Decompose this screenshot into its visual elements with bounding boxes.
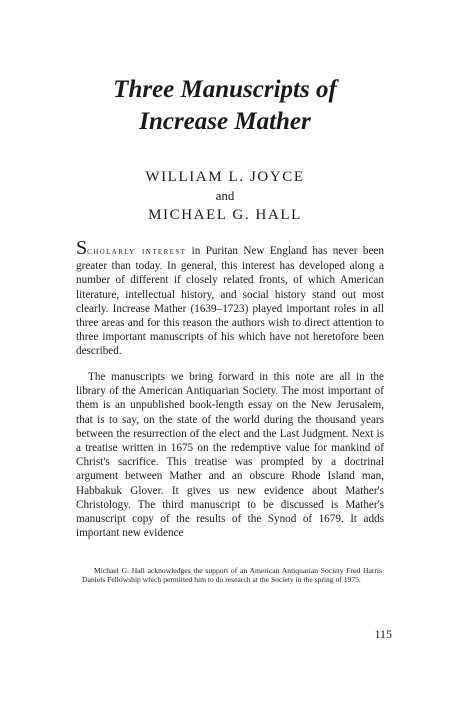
drop-letter: S xyxy=(76,237,88,259)
footnote: Michael G. Hall acknowledges the support of an American Antiquarian Society Fred Harris Daniels Fellowship which permitted him to do research at the Society in the spring of 1975. xyxy=(82,566,382,585)
page-number: 115 xyxy=(374,627,392,641)
article-title-line-1: Three Manuscripts of xyxy=(113,76,337,103)
body-paragraph-1 xyxy=(76,237,384,359)
author-1: WILLIAM L. JOYCE xyxy=(145,169,305,185)
article-title-line-2: Increase Mather xyxy=(139,108,311,135)
author-conjunction: and xyxy=(215,188,235,203)
paragraph-1-text: in Puritan New England has never been greater than today. In general, this interest has developed along a number of different if closely related fronts, of which American literature, intellectual history, and social history stand out most clearly. Increase Mather (1639–1723) played important roles in all three areas and for this reason the authors wish to direct attention to three important manuscripts of his which have not heretofore been described. xyxy=(76,245,384,358)
author-2: MICHAEL G. HALL xyxy=(148,207,302,223)
paragraph-2-text: The manuscripts we bring forward in this note are all in the library of the American Antiquarian Society. The most important of them is an unpublished book-length essay on the New Jerusalem, that is to say, on the state of the world during the thousand years between the resurrection of the elect and the Last Judgment. Next is a treatise written in 1675 on the redemptive value for mankind of Christ's sacrifice. This treatise was prompted by a doctrinal argument between Mather and an obscure Rhode Island man, Habbakuk Glover. It gives us new evidence about Mather's Christology. The third manuscript to be discussed is Mather's manuscript copy of the results of the Synod of 1679. It adds important new evidence xyxy=(76,371,384,540)
lead-in-small-caps: cholarly interest xyxy=(87,247,187,257)
body-paragraph-2 xyxy=(76,370,384,540)
